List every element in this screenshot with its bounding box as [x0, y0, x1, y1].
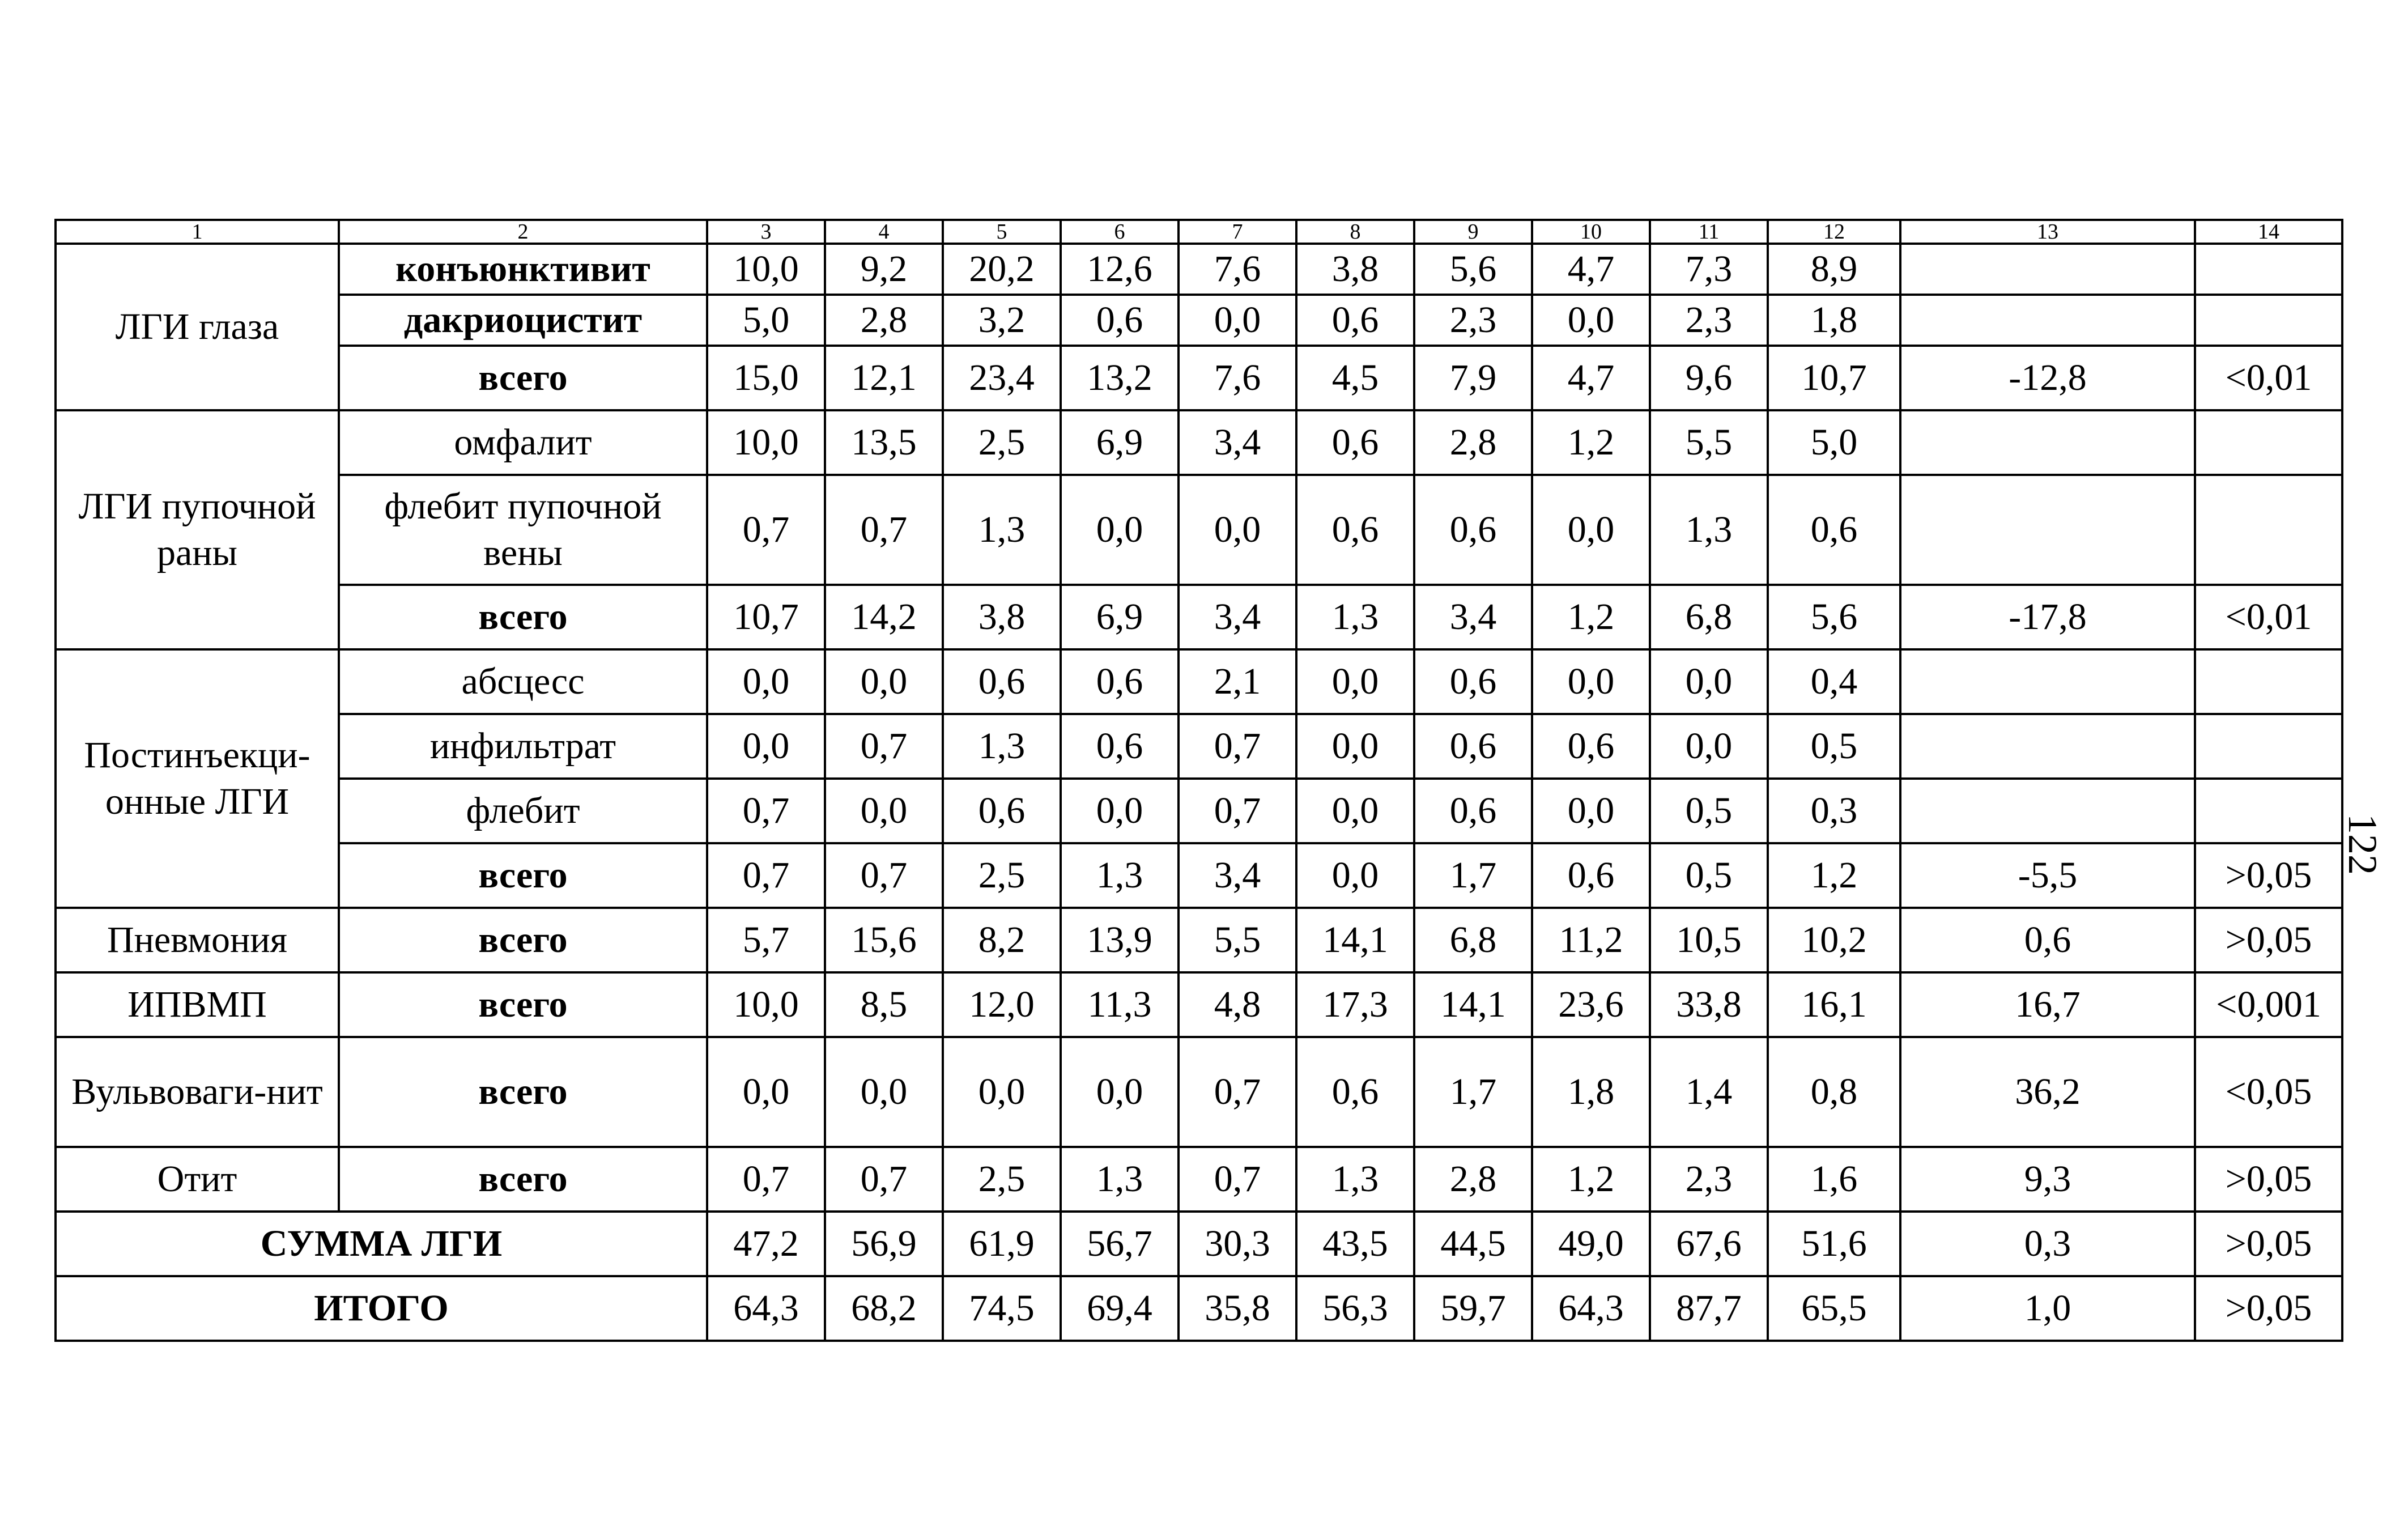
p-value-cell: <0,01	[2195, 585, 2342, 649]
difference-cell	[1900, 649, 2195, 714]
value-cell: 56,3	[1296, 1276, 1414, 1341]
subcategory-cell: всего	[339, 1037, 707, 1147]
subcategory-cell: всего	[339, 585, 707, 649]
value-cell: 14,1	[1296, 908, 1414, 972]
value-cell: 4,7	[1532, 244, 1650, 295]
subcategory-cell: дакриоцистит	[339, 295, 707, 346]
value-cell: 0,7	[1179, 1037, 1296, 1147]
table-row	[56, 843, 2342, 908]
column-number: 11	[1650, 220, 1768, 244]
value-cell: 0,5	[1650, 843, 1768, 908]
p-value-cell	[2195, 649, 2342, 714]
value-cell: 0,6	[1414, 714, 1532, 779]
value-cell: 0,7	[825, 843, 943, 908]
difference-cell: -12,8	[1900, 346, 2195, 410]
value-cell: 4,8	[1179, 972, 1296, 1037]
value-cell: 5,5	[1179, 908, 1296, 972]
subcategory-cell: всего	[339, 972, 707, 1037]
value-cell: 3,4	[1179, 410, 1296, 475]
value-cell: 35,8	[1179, 1276, 1296, 1341]
category-cell: Отит	[56, 1147, 339, 1212]
value-cell: 0,0	[1179, 475, 1296, 585]
value-cell: 0,6	[1061, 714, 1179, 779]
value-cell: 1,3	[943, 714, 1061, 779]
value-cell: 0,7	[707, 475, 825, 585]
value-cell: 0,0	[1061, 779, 1179, 843]
table-row	[56, 410, 2342, 475]
value-cell: 6,8	[1414, 908, 1532, 972]
value-cell: 56,9	[825, 1212, 943, 1276]
value-cell: 0,7	[1179, 1147, 1296, 1212]
value-cell: 23,6	[1532, 972, 1650, 1037]
difference-cell: -5,5	[1900, 843, 2195, 908]
value-cell: 3,2	[943, 295, 1061, 346]
subcategory-cell: всего	[339, 1147, 707, 1212]
value-cell: 12,0	[943, 972, 1061, 1037]
column-number: 14	[2195, 220, 2342, 244]
difference-cell: 9,3	[1900, 1147, 2195, 1212]
p-value-cell: >0,05	[2195, 843, 2342, 908]
value-cell: 0,6	[1414, 475, 1532, 585]
value-cell: 0,0	[1532, 779, 1650, 843]
value-cell: 1,3	[1061, 1147, 1179, 1212]
value-cell: 68,2	[825, 1276, 943, 1341]
value-cell: 59,7	[1414, 1276, 1532, 1341]
column-number-row	[56, 220, 2342, 244]
value-cell: 44,5	[1414, 1212, 1532, 1276]
value-cell: 0,0	[825, 779, 943, 843]
summary-cell: 0,8	[1768, 1037, 1900, 1147]
value-cell: 0,0	[1650, 649, 1768, 714]
value-cell: 20,2	[943, 244, 1061, 295]
value-cell: 0,6	[1061, 295, 1179, 346]
value-cell: 33,8	[1650, 972, 1768, 1037]
table-row	[56, 908, 2342, 972]
column-number: 13	[1900, 220, 2195, 244]
value-cell: 0,5	[1650, 779, 1768, 843]
difference-cell	[1900, 475, 2195, 585]
value-cell: 23,4	[943, 346, 1061, 410]
value-cell: 0,0	[707, 1037, 825, 1147]
summary-cell: 0,6	[1768, 475, 1900, 585]
value-cell: 15,6	[825, 908, 943, 972]
table-row	[56, 1037, 2342, 1147]
difference-cell	[1900, 295, 2195, 346]
column-number: 6	[1061, 220, 1179, 244]
table-row	[56, 585, 2342, 649]
subcategory-cell: флебит пупочной вены	[339, 475, 707, 585]
category-cell: Вульвоваги-нит	[56, 1037, 339, 1147]
category-cell: Пневмония	[56, 908, 339, 972]
value-cell: 74,5	[943, 1276, 1061, 1341]
value-cell: 3,8	[943, 585, 1061, 649]
value-cell: 0,6	[1414, 779, 1532, 843]
summary-cell: 5,6	[1768, 585, 1900, 649]
column-number: 2	[339, 220, 707, 244]
column-number: 9	[1414, 220, 1532, 244]
value-cell: 0,0	[1296, 843, 1414, 908]
value-cell: 13,5	[825, 410, 943, 475]
value-cell: 0,6	[1414, 649, 1532, 714]
value-cell: 0,7	[825, 714, 943, 779]
value-cell: 10,0	[707, 972, 825, 1037]
value-cell: 0,6	[1296, 295, 1414, 346]
summary-cell: 10,2	[1768, 908, 1900, 972]
subcategory-cell: омфалит	[339, 410, 707, 475]
table-row	[56, 972, 2342, 1037]
value-cell: 1,3	[1296, 1147, 1414, 1212]
value-cell: 11,3	[1061, 972, 1179, 1037]
value-cell: 2,5	[943, 843, 1061, 908]
table-row	[56, 295, 2342, 346]
value-cell: 15,0	[707, 346, 825, 410]
infection-rates-table	[54, 219, 2343, 1342]
summary-cell: 1,2	[1768, 843, 1900, 908]
value-cell: 0,0	[1061, 475, 1179, 585]
value-cell: 1,3	[943, 475, 1061, 585]
value-cell: 0,6	[943, 649, 1061, 714]
value-cell: 9,2	[825, 244, 943, 295]
value-cell: 0,7	[707, 843, 825, 908]
value-cell: 10,0	[707, 410, 825, 475]
p-value-cell: >0,05	[2195, 1212, 2342, 1276]
value-cell: 0,6	[1296, 410, 1414, 475]
value-cell: 10,5	[1650, 908, 1768, 972]
value-cell: 9,6	[1650, 346, 1768, 410]
value-cell: 0,0	[825, 649, 943, 714]
subcategory-cell: абсцесс	[339, 649, 707, 714]
category-cell: ИПВМП	[56, 972, 339, 1037]
summary-cell: 10,7	[1768, 346, 1900, 410]
value-cell: 49,0	[1532, 1212, 1650, 1276]
value-cell: 11,2	[1532, 908, 1650, 972]
value-cell: 0,0	[707, 649, 825, 714]
column-number: 7	[1179, 220, 1296, 244]
value-cell: 6,9	[1061, 585, 1179, 649]
value-cell: 5,7	[707, 908, 825, 972]
value-cell: 0,0	[1650, 714, 1768, 779]
column-number: 10	[1532, 220, 1650, 244]
value-cell: 30,3	[1179, 1212, 1296, 1276]
value-cell: 7,9	[1414, 346, 1532, 410]
table-row	[56, 1147, 2342, 1212]
p-value-cell	[2195, 475, 2342, 585]
value-cell: 1,2	[1532, 1147, 1650, 1212]
value-cell: 8,5	[825, 972, 943, 1037]
value-cell: 0,6	[1532, 843, 1650, 908]
difference-cell	[1900, 779, 2195, 843]
value-cell: 0,0	[1296, 779, 1414, 843]
value-cell: 56,7	[1061, 1212, 1179, 1276]
column-number: 3	[707, 220, 825, 244]
p-value-cell: <0,05	[2195, 1037, 2342, 1147]
value-cell: 2,3	[1414, 295, 1532, 346]
value-cell: 1,7	[1414, 843, 1532, 908]
p-value-cell: <0,01	[2195, 346, 2342, 410]
value-cell: 1,3	[1650, 475, 1768, 585]
value-cell: 10,7	[707, 585, 825, 649]
subcategory-cell: всего	[339, 908, 707, 972]
table-row	[56, 244, 2342, 295]
difference-cell: 36,2	[1900, 1037, 2195, 1147]
table-row	[56, 1212, 2342, 1276]
summary-cell: 51,6	[1768, 1212, 1900, 1276]
subcategory-cell: всего	[339, 346, 707, 410]
value-cell: 4,7	[1532, 346, 1650, 410]
value-cell: 0,7	[825, 475, 943, 585]
p-value-cell	[2195, 244, 2342, 295]
value-cell: 43,5	[1296, 1212, 1414, 1276]
total-label: СУММА ЛГИ	[56, 1212, 707, 1276]
value-cell: 0,7	[707, 779, 825, 843]
value-cell: 47,2	[707, 1212, 825, 1276]
subcategory-cell: инфильтрат	[339, 714, 707, 779]
column-number: 5	[943, 220, 1061, 244]
p-value-cell	[2195, 714, 2342, 779]
value-cell: 1,3	[1061, 843, 1179, 908]
value-cell: 0,0	[1061, 1037, 1179, 1147]
value-cell: 8,2	[943, 908, 1061, 972]
value-cell: 17,3	[1296, 972, 1414, 1037]
value-cell: 13,2	[1061, 346, 1179, 410]
value-cell: 69,4	[1061, 1276, 1179, 1341]
value-cell: 10,0	[707, 244, 825, 295]
value-cell: 3,4	[1179, 585, 1296, 649]
value-cell: 3,4	[1414, 585, 1532, 649]
value-cell: 0,0	[1532, 475, 1650, 585]
value-cell: 87,7	[1650, 1276, 1768, 1341]
summary-cell: 16,1	[1768, 972, 1900, 1037]
value-cell: 0,0	[707, 714, 825, 779]
summary-cell: 5,0	[1768, 410, 1900, 475]
value-cell: 5,6	[1414, 244, 1532, 295]
table-row	[56, 714, 2342, 779]
value-cell: 0,6	[1061, 649, 1179, 714]
value-cell: 2,1	[1179, 649, 1296, 714]
value-cell: 67,6	[1650, 1212, 1768, 1276]
difference-cell: -17,8	[1900, 585, 2195, 649]
value-cell: 1,4	[1650, 1037, 1768, 1147]
table-row	[56, 1276, 2342, 1341]
value-cell: 4,5	[1296, 346, 1414, 410]
column-number: 12	[1768, 220, 1900, 244]
p-value-cell	[2195, 410, 2342, 475]
table-row	[56, 779, 2342, 843]
value-cell: 1,2	[1532, 410, 1650, 475]
value-cell: 7,6	[1179, 346, 1296, 410]
value-cell: 7,6	[1179, 244, 1296, 295]
p-value-cell: >0,05	[2195, 908, 2342, 972]
value-cell: 2,3	[1650, 295, 1768, 346]
value-cell: 1,7	[1414, 1037, 1532, 1147]
value-cell: 0,0	[943, 1037, 1061, 1147]
difference-cell	[1900, 714, 2195, 779]
value-cell: 3,8	[1296, 244, 1414, 295]
value-cell: 2,8	[1414, 1147, 1532, 1212]
value-cell: 0,0	[825, 1037, 943, 1147]
difference-cell: 1,0	[1900, 1276, 2195, 1341]
value-cell: 7,3	[1650, 244, 1768, 295]
value-cell: 5,5	[1650, 410, 1768, 475]
summary-cell: 0,5	[1768, 714, 1900, 779]
value-cell: 5,0	[707, 295, 825, 346]
value-cell: 0,7	[1179, 779, 1296, 843]
subcategory-cell: всего	[339, 843, 707, 908]
subcategory-cell: флебит	[339, 779, 707, 843]
summary-cell: 1,6	[1768, 1147, 1900, 1212]
value-cell: 1,3	[1296, 585, 1414, 649]
column-number: 4	[825, 220, 943, 244]
value-cell: 64,3	[707, 1276, 825, 1341]
difference-cell	[1900, 244, 2195, 295]
value-cell: 2,8	[825, 295, 943, 346]
value-cell: 2,5	[943, 1147, 1061, 1212]
value-cell: 0,7	[1179, 714, 1296, 779]
p-value-cell: <0,001	[2195, 972, 2342, 1037]
value-cell: 0,0	[1532, 649, 1650, 714]
value-cell: 64,3	[1532, 1276, 1650, 1341]
value-cell: 14,1	[1414, 972, 1532, 1037]
page-number: 122	[2340, 814, 2385, 875]
subcategory-cell: конъюнктивит	[339, 244, 707, 295]
summary-cell: 0,3	[1768, 779, 1900, 843]
summary-cell: 65,5	[1768, 1276, 1900, 1341]
difference-cell: 0,6	[1900, 908, 2195, 972]
table-row	[56, 346, 2342, 410]
value-cell: 0,7	[707, 1147, 825, 1212]
summary-cell: 0,4	[1768, 649, 1900, 714]
value-cell: 2,3	[1650, 1147, 1768, 1212]
value-cell: 0,6	[1296, 475, 1414, 585]
value-cell: 0,6	[1296, 1037, 1414, 1147]
value-cell: 3,4	[1179, 843, 1296, 908]
value-cell: 61,9	[943, 1212, 1061, 1276]
value-cell: 2,5	[943, 410, 1061, 475]
value-cell: 12,6	[1061, 244, 1179, 295]
value-cell: 1,8	[1532, 1037, 1650, 1147]
category-cell: ЛГИ пупочной раны	[56, 410, 339, 649]
summary-cell: 8,9	[1768, 244, 1900, 295]
difference-cell: 16,7	[1900, 972, 2195, 1037]
table-row	[56, 649, 2342, 714]
value-cell: 0,0	[1532, 295, 1650, 346]
category-cell: Постинъекци-онные ЛГИ	[56, 649, 339, 908]
category-cell: ЛГИ глаза	[56, 244, 339, 410]
table-row	[56, 475, 2342, 585]
total-label: ИТОГО	[56, 1276, 707, 1341]
summary-cell: 1,8	[1768, 295, 1900, 346]
value-cell: 0,0	[1296, 714, 1414, 779]
difference-cell	[1900, 410, 2195, 475]
difference-cell: 0,3	[1900, 1212, 2195, 1276]
value-cell: 14,2	[825, 585, 943, 649]
value-cell: 0,0	[1179, 295, 1296, 346]
p-value-cell	[2195, 295, 2342, 346]
column-number: 8	[1296, 220, 1414, 244]
value-cell: 0,6	[1532, 714, 1650, 779]
value-cell: 0,7	[825, 1147, 943, 1212]
value-cell: 2,8	[1414, 410, 1532, 475]
value-cell: 0,0	[1296, 649, 1414, 714]
value-cell: 6,9	[1061, 410, 1179, 475]
value-cell: 12,1	[825, 346, 943, 410]
value-cell: 6,8	[1650, 585, 1768, 649]
p-value-cell	[2195, 779, 2342, 843]
value-cell: 0,6	[943, 779, 1061, 843]
p-value-cell: >0,05	[2195, 1147, 2342, 1212]
p-value-cell: >0,05	[2195, 1276, 2342, 1341]
column-number: 1	[56, 220, 339, 244]
value-cell: 13,9	[1061, 908, 1179, 972]
value-cell: 1,2	[1532, 585, 1650, 649]
